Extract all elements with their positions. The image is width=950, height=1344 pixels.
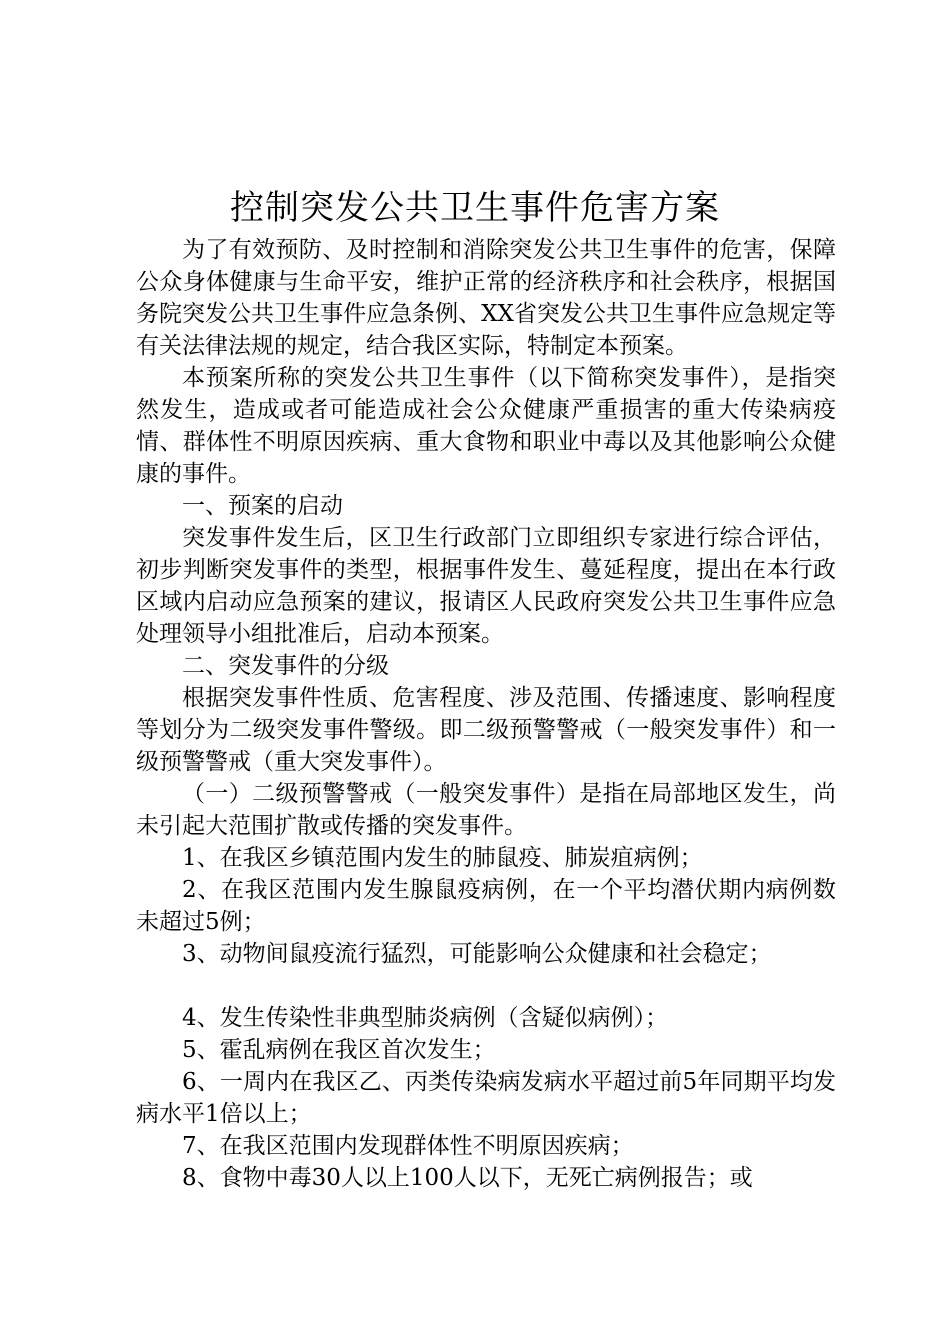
subsection-level-two-warning: （一）二级预警警戒（一般突发事件）是指在局部地区发生，尚未引起大范围扩散或传播的突发事件。 [136,781,836,839]
blank-line [136,970,836,1002]
list-item: 6、一周内在我区乙、丙类传染病发病水平超过前5年同期平均发病水平1倍以上； [136,1069,836,1127]
list-item: 1、在我区乡镇范围内发生的肺鼠疫、肺炭疽病例； [182,845,703,871]
paragraph-classification: 根据突发事件性质、危害程度、涉及范围、传播速度、影响程度等划分为二级突发事件警级。即二级预警警戒（一般突发事件）和一级预警警戒（重大突发事件）。 [136,685,836,775]
paragraph-preamble: 为了有效预防、及时控制和消除突发公共卫生事件的危害，保障公众身体健康与生命平安，维护正常的经济秩序和社会秩序，根据国务院突发公共卫生事件应急条例、XX省突发公共卫生事件应急规定等有关法律法规的规定，结合我区实际，特制定本预案。 [136,237,836,359]
list-item: 7、在我区范围内发现群体性不明原因疾病； [182,1133,634,1159]
list-item: 2、在我区范围内发生腺鼠疫病例，在一个平均潜伏期内病例数未超过5例； [136,877,836,935]
list-item: 5、霍乱病例在我区首次发生； [182,1037,496,1063]
document-body [136,234,836,1194]
section-heading-activation: 一、预案的启动 [182,493,343,519]
section-heading-classification: 二、突发事件的分级 [182,653,389,679]
document-title: 控制突发公共卫生事件危害方案 [230,188,720,228]
list-item: 4、发生传染性非典型肺炎病例（含疑似病例）； [182,1005,669,1031]
paragraph-activation: 突发事件发生后，区卫生行政部门立即组织专家进行综合评估，初步判断突发事件的类型，根据事件发生、蔓延程度，提出在本行政区域内启动应急预案的建议，报请区人民政府突发公共卫生事件应急处理领导小组批准后，启动本预案。 [136,525,836,647]
list-item: 8、食物中毒30人以上100人以下，无死亡病例报告；或 [182,1165,753,1191]
paragraph-definition: 本预案所称的突发公共卫生事件（以下简称突发事件），是指突然发生，造成或者可能造成社会公众健康严重损害的重大传染病疫情、群体性不明原因疾病、重大食物和职业中毒以及其他影响公众健康的事件。 [136,365,836,487]
list-item: 3、动物间鼠疫流行猛烈，可能影响公众健康和社会稳定； [182,941,772,967]
